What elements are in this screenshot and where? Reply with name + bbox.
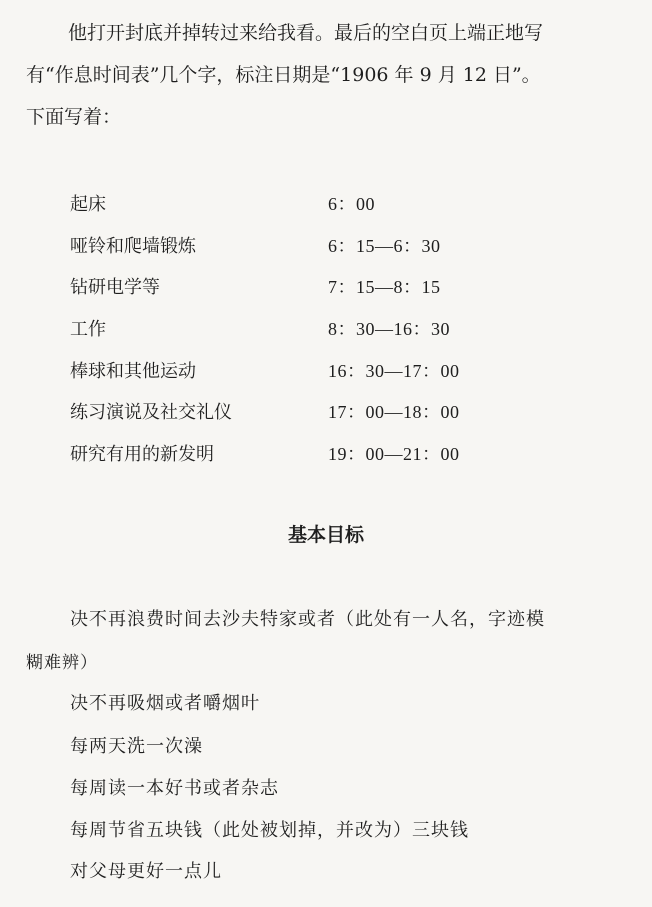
schedule-time: 16：30—17：00 — [328, 361, 460, 381]
schedule-time: 17：00—18：00 — [328, 402, 460, 422]
intro-line-3: 下面写着： — [26, 106, 122, 128]
goal-item: 决不再吸烟或者嚼烟叶 — [70, 693, 260, 714]
intro-line-2: 有“作息时间表”几个字，标注日期是“1906 年 9 月 12 日”。 — [26, 64, 541, 86]
schedule-activity: 研究有用的新发明 — [70, 444, 214, 465]
schedule-row — [70, 440, 590, 468]
schedule-row — [70, 273, 590, 301]
intro-line-1: 他打开封底并掉转过来给我看。最后的空白页上端正地写 — [68, 22, 544, 44]
goal-item-continuation: 糊难辨） — [26, 653, 98, 673]
schedule-activity: 哑铃和爬墙锻炼 — [70, 236, 196, 257]
schedule-row — [70, 315, 590, 343]
schedule-activity: 棒球和其他运动 — [70, 361, 196, 382]
goal-item: 每两天洗一次澡 — [70, 736, 203, 757]
goal-item: 每周读一本好书或者杂志 — [70, 778, 279, 799]
schedule-activity: 练习演说及社交礼仪 — [70, 402, 232, 423]
schedule-row — [70, 190, 590, 218]
schedule-time: 19：00—21：00 — [328, 444, 460, 464]
schedule-time: 7：15—8：15 — [328, 277, 441, 297]
goal-item: 每周节省五块钱（此处被划掉，并改为）三块钱 — [70, 820, 469, 841]
schedule-time: 6：15—6：30 — [328, 236, 441, 256]
goal-item: 决不再浪费时间去沙夫特家或者（此处有一人名，字迹模 — [70, 609, 545, 630]
schedule-row — [70, 357, 590, 385]
schedule-row — [70, 398, 590, 426]
schedule-time: 8：30—16：30 — [328, 319, 450, 339]
schedule-activity: 起床 — [70, 194, 106, 215]
schedule-row — [70, 232, 590, 260]
schedule-activity: 钻研电学等 — [70, 277, 160, 298]
section-heading: 基本目标 — [287, 524, 364, 546]
schedule-activity: 工作 — [70, 319, 106, 340]
schedule-time: 6：00 — [328, 194, 375, 214]
goal-item: 对父母更好一点儿 — [70, 861, 222, 882]
